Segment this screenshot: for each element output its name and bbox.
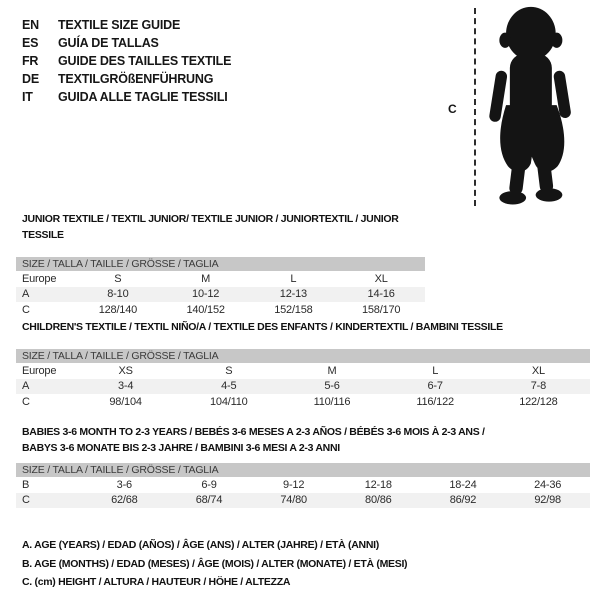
table-row <box>16 271 425 287</box>
section-title-line2: BABYS 3-6 MONATE BIS 2-3 JAHRE / BAMBINI 3-6 MESI A 2-3 ANNI <box>22 442 340 454</box>
language-label: TEXTILGRÖßENFÜHRUNG <box>58 72 214 86</box>
table-cell: 24-36 <box>534 478 562 491</box>
row-label: Europe <box>22 272 57 285</box>
height-measure-line <box>474 8 476 206</box>
table-cell: 7-8 <box>530 380 547 393</box>
row-label: B <box>22 478 30 491</box>
table-cell: S <box>225 364 233 377</box>
table-cell: 9-12 <box>283 478 305 491</box>
table-cell: 98/104 <box>109 395 142 408</box>
table-cell: 104/110 <box>210 395 248 408</box>
size-table <box>16 363 590 410</box>
table-cell: M <box>201 272 211 285</box>
table-cell: 62/68 <box>111 494 138 507</box>
table-row <box>16 493 590 509</box>
table-row <box>16 363 590 379</box>
language-code: EN <box>22 18 39 32</box>
table-row <box>16 394 590 410</box>
table-size-header: SIZE / TALLA / TAILLE / GRÖSSE / TAGLIA <box>16 463 590 477</box>
table-cell: 6-9 <box>201 478 217 491</box>
language-code: ES <box>22 36 39 50</box>
language-row <box>22 16 231 34</box>
language-list <box>22 16 231 106</box>
table-cell: 128/140 <box>98 303 138 316</box>
row-label: C <box>22 395 30 408</box>
junior-size-table <box>16 257 425 318</box>
table-cell: 8-10 <box>107 288 129 301</box>
table-row <box>16 379 590 395</box>
row-label: C <box>22 494 30 507</box>
table-cell: 12-13 <box>279 288 307 301</box>
table-cell: 74/80 <box>280 494 307 507</box>
language-label: TEXTILE SIZE GUIDE <box>58 18 181 32</box>
height-measure-label: C <box>448 102 457 116</box>
table-cell: L <box>290 272 297 285</box>
footnotes <box>22 536 407 592</box>
table-cell: 3-6 <box>116 478 132 491</box>
footnote-c: C. (cm) HEIGHT / ALTURA / HAUTEUR / HÖHE / ALTEZZA <box>22 576 291 588</box>
row-label: A <box>22 380 30 393</box>
language-code: DE <box>22 72 39 86</box>
table-cell: 80/86 <box>365 494 392 507</box>
language-label: GUÍA DE TALLAS <box>58 36 159 50</box>
table-cell: 14-16 <box>367 288 395 301</box>
language-row <box>22 34 231 52</box>
table-row <box>16 287 425 303</box>
language-row <box>22 70 231 88</box>
table-cell: 6-7 <box>427 380 443 393</box>
row-label: A <box>22 288 30 301</box>
footnote-a: A. AGE (YEARS) / EDAD (AÑOS) / ÂGE (ANS) / ALTER (JAHRE) / ETÀ (ANNI) <box>22 539 379 551</box>
section-babies-textile <box>16 424 590 508</box>
table-cell: XS <box>118 364 133 377</box>
table-cell: 18-24 <box>449 478 477 491</box>
table-size-header: SIZE / TALLA / TAILLE / GRÖSSE / TAGLIA <box>16 257 425 271</box>
section-title: JUNIOR TEXTILE / TEXTIL JUNIOR/ TEXTILE JUNIOR / JUNIORTEXTIL / JUNIOR TESSILE <box>22 213 399 241</box>
language-label: GUIDA ALLE TAGLIE TESSILI <box>58 90 228 104</box>
footnote-b: B. AGE (MONTHS) / EDAD (MESES) / ÂGE (MOIS) / ALTER (MONATE) / ETÀ (MESI) <box>22 557 408 570</box>
language-row <box>22 52 231 70</box>
row-label: C <box>22 303 30 316</box>
language-label: GUIDE DES TAILLES TEXTILE <box>58 54 232 68</box>
table-cell: 122/128 <box>519 395 558 408</box>
table-cell: 152/158 <box>274 303 313 316</box>
section-childrens-textile <box>16 319 590 410</box>
baby-silhouette-icon <box>480 4 576 214</box>
table-cell: 92/98 <box>534 494 561 507</box>
table-cell: XL <box>374 272 388 285</box>
table-cell: 3-4 <box>117 380 134 393</box>
baby-figure <box>420 0 600 212</box>
language-row <box>22 88 231 106</box>
table-row <box>16 477 590 493</box>
table-cell: M <box>327 364 337 377</box>
table-cell: 158/170 <box>361 303 401 316</box>
table-cell: 140/152 <box>186 303 225 316</box>
table-cell: S <box>114 272 122 285</box>
section-title: CHILDREN'S TEXTILE / TEXTIL NIÑO/A / TEXTILE DES ENFANTS / KINDERTEXTIL / BAMBINI TESSILE <box>22 321 503 333</box>
size-table <box>16 477 590 508</box>
table-cell: 110/116 <box>313 395 351 408</box>
section-title: BABIES 3-6 MONTH TO 2-3 YEARS / BEBÉS 3-6 MESES A 2-3 AÑOS / BÉBÉS 3-6 MOIS À 2-3 ANS / <box>22 426 485 438</box>
babies-size-table <box>16 463 590 508</box>
table-cell: 116/122 <box>416 395 454 408</box>
table-cell: 4-5 <box>221 380 237 393</box>
table-cell: XL <box>531 364 545 377</box>
size-table <box>16 271 425 318</box>
table-cell: 86/92 <box>449 494 477 507</box>
table-size-header: SIZE / TALLA / TAILLE / GRÖSSE / TAGLIA <box>16 349 590 363</box>
table-cell: 12-18 <box>364 478 392 491</box>
table-row <box>16 302 425 318</box>
table-cell: 68/74 <box>195 494 223 507</box>
language-code: IT <box>22 90 33 104</box>
table-cell: 10-12 <box>192 288 220 301</box>
table-cell: L <box>432 364 439 377</box>
children-size-table <box>16 349 590 410</box>
section-junior-textile <box>16 211 425 318</box>
language-code: FR <box>22 54 39 68</box>
table-cell: 5-6 <box>324 380 340 393</box>
row-label: Europe <box>22 364 57 377</box>
